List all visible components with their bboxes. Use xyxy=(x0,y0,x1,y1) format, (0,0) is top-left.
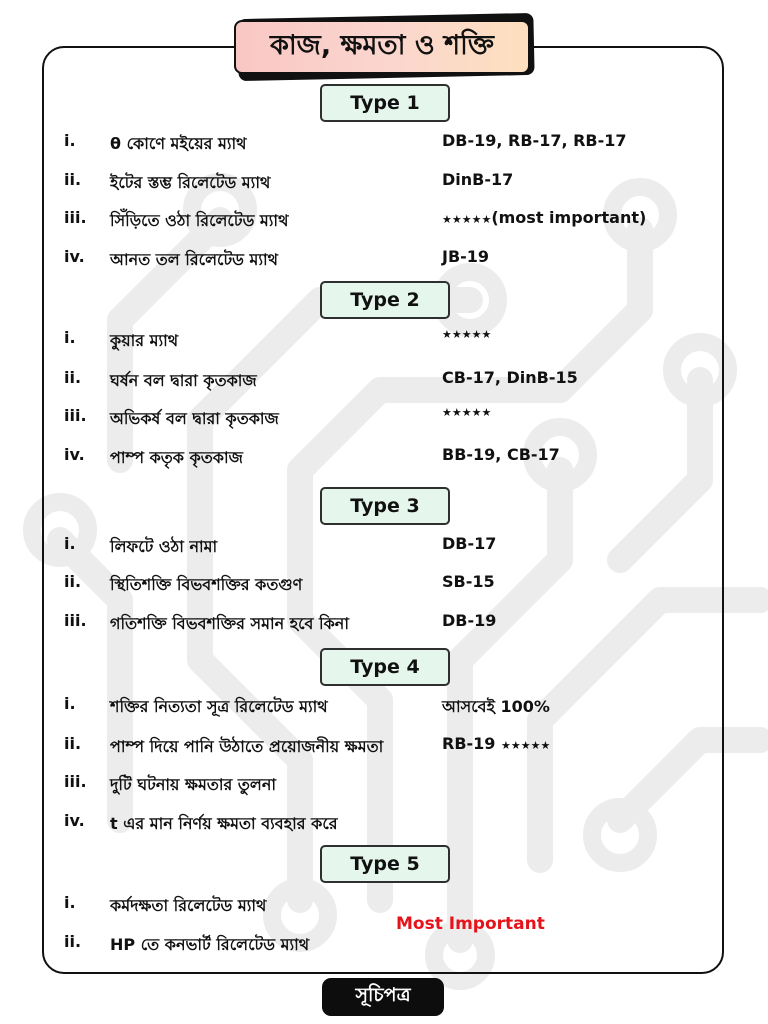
list-item xyxy=(64,572,724,602)
item-text: θ কোণে মইয়ের ম্যাথ xyxy=(110,134,247,153)
item-number: iv. xyxy=(64,445,85,464)
item-text: ইটের স্তম্ভ রিলেটেড ম্যাথ xyxy=(110,173,271,192)
item-text: লিফটে ওঠা নামা xyxy=(110,537,218,556)
item-number: ii. xyxy=(64,572,82,591)
list-item xyxy=(64,170,724,200)
item-reference: JB-19 xyxy=(442,247,490,266)
item-reference: DB-19 xyxy=(442,611,497,630)
list-item xyxy=(64,734,724,764)
item-text: গতিশক্তি বিভবশক্তির সমান হবে কিনা xyxy=(110,614,349,633)
item-number: ii. xyxy=(64,368,82,387)
list-item xyxy=(64,893,724,923)
item-number: i. xyxy=(64,893,76,912)
item-reference: RB-19 ★★★★★ xyxy=(442,734,551,753)
item-text: HP তে কনভার্ট রিলেটেড ম্যাথ xyxy=(110,935,310,954)
item-reference: CB-17, DinB-15 xyxy=(442,368,578,387)
list-item xyxy=(64,406,724,436)
item-reference: DinB-17 xyxy=(442,170,514,189)
page-title: কাজ, ক্ষমতা ও শক্তি xyxy=(234,20,530,74)
item-text: সিঁড়িতে ওঠা রিলেটেড ম্যাথ xyxy=(110,211,289,230)
list-item xyxy=(64,445,724,475)
most-important-label: Most Important xyxy=(396,914,545,934)
item-reference: DB-19, RB-17, RB-17 xyxy=(442,131,627,150)
type-3-heading: Type 3 xyxy=(320,487,450,525)
item-text: আনত তল রিলেটেড ম্যাথ xyxy=(110,250,279,269)
list-item xyxy=(64,368,724,398)
item-reference: SB-15 xyxy=(442,572,495,591)
list-item xyxy=(64,534,724,564)
item-reference: আসবেই 100% xyxy=(442,697,550,716)
item-reference: DB-17 xyxy=(442,534,497,553)
list-item xyxy=(64,772,724,802)
list-item xyxy=(64,811,724,841)
item-number: iii. xyxy=(64,772,87,791)
item-number: i. xyxy=(64,328,76,347)
star-rating: ★★★★★ xyxy=(442,213,492,226)
item-text: পাম্প দিয়ে পানি উঠাতে প্রয়োজনীয় ক্ষমতা xyxy=(110,737,384,756)
type-4-heading: Type 4 xyxy=(320,648,450,686)
item-number: ii. xyxy=(64,734,82,753)
list-item xyxy=(64,932,724,962)
item-text: শক্তির নিত্যতা সূত্র রিলেটেড ম্যাথ xyxy=(110,697,328,716)
item-reference: ★★★★★(most important) xyxy=(442,208,647,227)
item-number: i. xyxy=(64,694,76,713)
type-1-heading: Type 1 xyxy=(320,84,450,122)
star-rating: ★★★★★ xyxy=(501,739,551,752)
item-number: i. xyxy=(64,131,76,150)
list-item xyxy=(64,328,724,358)
star-rating: ★★★★★ xyxy=(442,328,492,341)
item-text: ঘর্ষন বল দ্বারা কৃতকাজ xyxy=(110,371,257,390)
item-text: কর্মদক্ষতা রিলেটেড ম্যাথ xyxy=(110,896,267,915)
list-item xyxy=(64,131,724,161)
item-number: iii. xyxy=(64,611,87,630)
item-text: দুটি ঘটনায় ক্ষমতার তুলনা xyxy=(110,775,277,794)
list-item xyxy=(64,694,724,724)
item-text: স্থিতিশক্তি বিভবশক্তির কতগুণ xyxy=(110,575,303,594)
item-number: iv. xyxy=(64,247,85,266)
item-text: কুয়ার ম্যাথ xyxy=(110,331,179,350)
item-number: iii. xyxy=(64,208,87,227)
item-text: পাম্প কতৃক কৃতকাজ xyxy=(110,448,243,467)
item-number: i. xyxy=(64,534,76,553)
item-text: অভিকর্ষ বল দ্বারা কৃতকাজ xyxy=(110,409,279,428)
item-number: iii. xyxy=(64,406,87,425)
list-item xyxy=(64,611,724,641)
item-number: iv. xyxy=(64,811,85,830)
list-item xyxy=(64,247,724,277)
item-reference: BB-19, CB-17 xyxy=(442,445,560,464)
item-number: ii. xyxy=(64,932,82,951)
type-2-heading: Type 2 xyxy=(320,281,450,319)
item-text: t এর মান নির্ণয় ক্ষমতা ব্যবহার করে xyxy=(110,814,338,833)
list-item xyxy=(64,208,724,238)
item-number: ii. xyxy=(64,170,82,189)
star-rating: ★★★★★ xyxy=(442,406,492,419)
index-button[interactable]: সূচিপত্র xyxy=(322,978,444,1016)
type-5-heading: Type 5 xyxy=(320,845,450,883)
